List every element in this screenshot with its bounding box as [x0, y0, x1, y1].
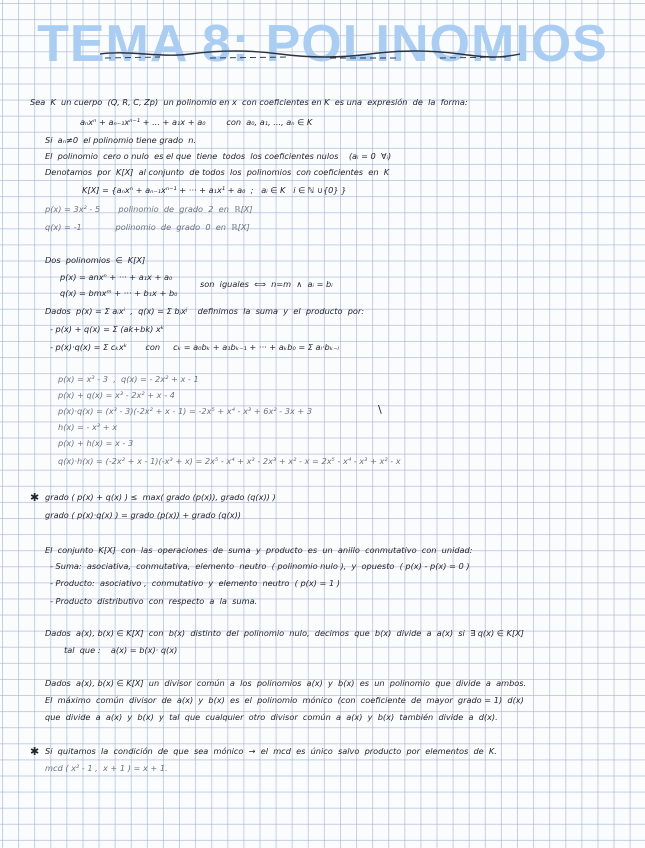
example-p: p(x) = 3x² - 5 polinomio de grado 2 en ℝ[X] [45, 204, 253, 214]
star-bullet-icon: ✱ [30, 491, 40, 504]
example-q-times-h: q(x)·h(x) = (-2x² + x - 1)(-x³ + x) = 2x⁵ - x⁴ + x³ - 2x³ + x² - x = 2x⁵ - x⁴ - x³ + x² - x [58, 456, 401, 466]
ring-product-properties: - Producto: asociativo , conmutativo y elemento neutro ( p(x) = 1 ) [50, 578, 340, 588]
example-p-plus-h: p(x) + h(x) = x - 3 [58, 438, 134, 448]
sum-product-definition: Dados p(x) = Σ aᵢxⁱ , q(x) = Σ bⱼxʲ definimos la suma y el producto por: [45, 306, 365, 316]
star-bullet-icon: ✱ [30, 745, 40, 758]
gcd-definition-continued: que divide a a(x) y b(x) y tal que cualquier otro divisor común a a(x) y b(x) también divide a d(x). [45, 712, 498, 722]
degree-sum-property: grado ( p(x) + q(x) ) ≤ max( grado (p(x)), grado (q(x)) ) [45, 492, 276, 502]
backslash-mark: \ [378, 403, 382, 416]
kx-denotation-line: Denotamos por K[X] al conjunto de todos los polinomios con coeficientes en K [45, 167, 390, 177]
ring-distributive: - Producto distributivo con respecto a la suma. [50, 596, 258, 606]
example-product: p(x)·q(x) = (x³ - 3)(-2x² + x - 1) = -2x⁵ + x⁴ - x³ + 6x² - 3x + 3 [58, 406, 313, 416]
divides-definition: Dados a(x), b(x) ∈ K[X] con b(x) distinto del polinomio nulo, decimos que b(x) divide a a(x) si ∃ q(x) ∈ K[X] [45, 628, 524, 638]
example-sum: p(x) + q(x) = x³ - 2x² + x - 4 [58, 390, 175, 400]
gcd-definition: El máximo común divisor de a(x) y b(x) es el polinomio mónico (con coeficiente de mayor grado = 1) d(x) [45, 695, 524, 705]
example-p-q: p(x) = x³ - 3 , q(x) = - 2x² + x - 1 [58, 374, 199, 384]
common-divisor-definition: Dados a(x), b(x) ∈ K[X] un divisor común a los polinomios a(x) y b(x) es un polinomio que divide a ambos. [45, 678, 527, 688]
gcd-example: mcd ( x² - 1 , x + 1 ) = x + 1. [45, 763, 168, 773]
definition-line: Sea K un cuerpo (Q, R, C, Zp) un polinomio en x con coeficientes en K es una expresión de la forma: [30, 97, 468, 107]
page-title: TEMA 8: POLINOMIOS [37, 15, 608, 73]
ring-statement: El conjunto K[X] con las operaciones de suma y producto es un anillo conmutativo con unidad: [45, 545, 473, 555]
two-polynomials-line: Dos polinomios ∈ K[X] [45, 255, 146, 265]
sum-formula: - p(x) + q(x) = Σ (ak+bk) xᵏ [50, 324, 165, 334]
product-formula: - p(x)·q(x) = Σ cₖxᵏ con cₖ = a₀bₖ + a₁bₖ₋₁ + ··· + aₖb₀ = Σ aₗ·bₖ₋ₗ [50, 342, 339, 352]
kx-set-definition: K[X] = {aₙxⁿ + aₙ₋₁xⁿ⁻¹ + ··· + a₁x¹ + a₀ ; aᵢ ∈ K i ∈ ℕ ∪{0} } [82, 185, 347, 195]
q-general: q(x) = bmxᵐ + ··· + b₁x + b₀ [60, 288, 178, 298]
gcd-uniqueness-note: Si quitamos la condición de que sea mónico → el mcd es único salvo producto por elementos de K. [45, 746, 497, 756]
divides-condition: tal que : a(x) = b(x)· q(x) [64, 645, 178, 655]
example-q: q(x) = -1 polinomio de grado 0 en ℝ[X] [45, 222, 250, 232]
ring-sum-properties: - Suma: asociativa, conmutativa, elemento neutro ( polinomio nulo ), y opuesto ( p(x) - p(x) = 0 ) [50, 561, 470, 571]
degree-product-property: grado ( p(x)·q(x) ) = grado (p(x)) + grado (q(x)) [45, 510, 241, 520]
degree-line: Si aₙ≠0 el polinomio tiene grado n. [45, 135, 197, 145]
polynomial-form: aₙxⁿ + aₙ₋₁xⁿ⁻¹ + ... + a₁x + a₀ con a₀, a₁, ..., aₙ ∈ K [80, 117, 313, 127]
example-h: h(x) = - x³ + x [58, 422, 118, 432]
p-general: p(x) = anxⁿ + ··· + a₁x + a₀ [60, 272, 173, 282]
zero-polynomial-line: El polinomio cero o nulo es el que tiene todos los coeficientes nulos (aᵢ = 0 ∀ᵢ) [45, 151, 392, 161]
equality-condition: son iguales ⟺ n=m ∧ aᵢ = bᵢ [200, 279, 333, 289]
title-underline-decoration [100, 46, 520, 66]
